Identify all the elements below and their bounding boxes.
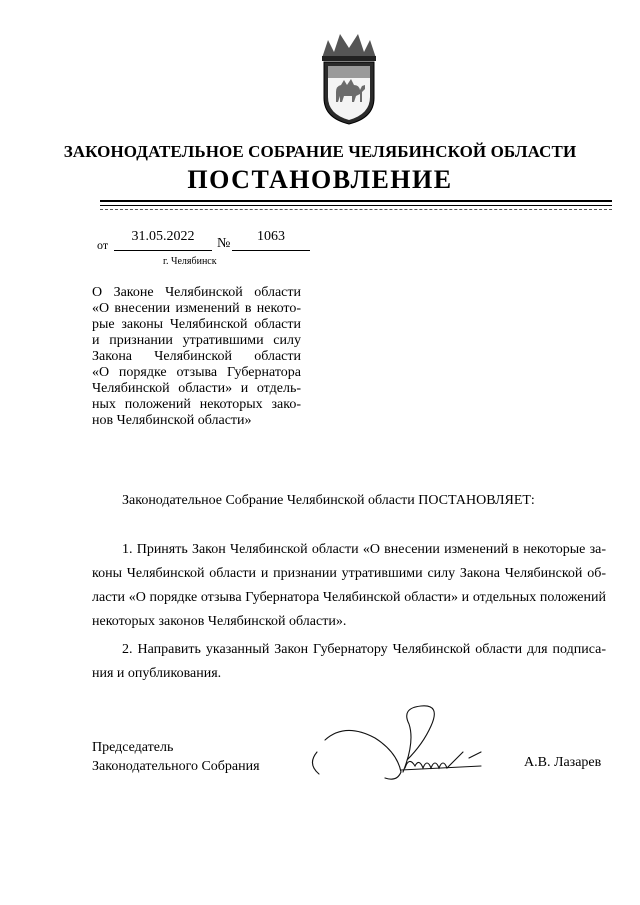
header-rule <box>100 205 612 206</box>
subject-line: ных положений некоторых зако- <box>92 397 301 412</box>
paragraph-line: 1. Принять Закон Челябинской области «О внесении изменений в некоторые за- <box>122 542 606 557</box>
number-underline <box>232 250 310 251</box>
header-rule <box>100 200 612 202</box>
number-prefix: № <box>217 236 231 251</box>
organization-title: ЗАКОНОДАТЕЛЬНОЕ СОБРАНИЕ ЧЕЛЯБИНСКОЙ ОБЛАСТИ <box>63 142 577 161</box>
document-subject <box>92 285 301 429</box>
paragraph-1 <box>92 538 606 634</box>
paragraph-line: некоторых законов Челябинской области». <box>92 614 347 629</box>
signatory-title-line: Председатель <box>92 740 174 755</box>
paragraph-line: коны Челябинской области и признании утратившими силу Закона Челябинской об- <box>92 566 606 581</box>
paragraph-2 <box>92 638 606 686</box>
handwritten-signature <box>305 702 500 782</box>
document-number: 1063 <box>257 229 285 244</box>
preamble-text: Законодательное Собрание Челябинской области ПОСТАНОВЛЯЕТ: <box>122 493 535 508</box>
subject-line: «О порядке отзыва Губернатора <box>92 365 301 380</box>
paragraph-line: ласти «О порядке отзыва Губернатора Челябинской области» и отдельных положений <box>92 590 606 605</box>
document-type-title: ПОСТАНОВЛЕНИЕ <box>187 165 453 194</box>
date-underline <box>114 250 212 251</box>
subject-line: нов Челябинской области» <box>92 413 252 428</box>
signatory-name: А.В. Лазарев <box>524 755 602 770</box>
signatory-title <box>92 738 260 776</box>
document-date: 31.05.2022 <box>131 229 195 244</box>
header-rule <box>100 209 612 210</box>
subject-line: О Законе Челябинской области <box>92 285 301 300</box>
date-prefix: от <box>97 238 109 252</box>
subject-line: «О внесении изменений в некото- <box>92 301 301 316</box>
city-label: г. Челябинск <box>163 256 217 267</box>
coat-of-arms-emblem <box>314 30 384 126</box>
paragraph-line: 2. Направить указанный Закон Губернатору Челябинской области для подписа- <box>122 642 606 657</box>
signatory-title-line: Законодательного Собрания <box>92 759 260 774</box>
subject-line: Челябинской области» и отдель- <box>92 381 301 396</box>
paragraph-line: ния и опубликования. <box>92 666 222 681</box>
subject-line: и признании утратившими силу <box>92 333 301 348</box>
subject-line: Закона Челябинской области <box>92 349 301 364</box>
subject-line: рые законы Челябинской области <box>92 317 301 332</box>
